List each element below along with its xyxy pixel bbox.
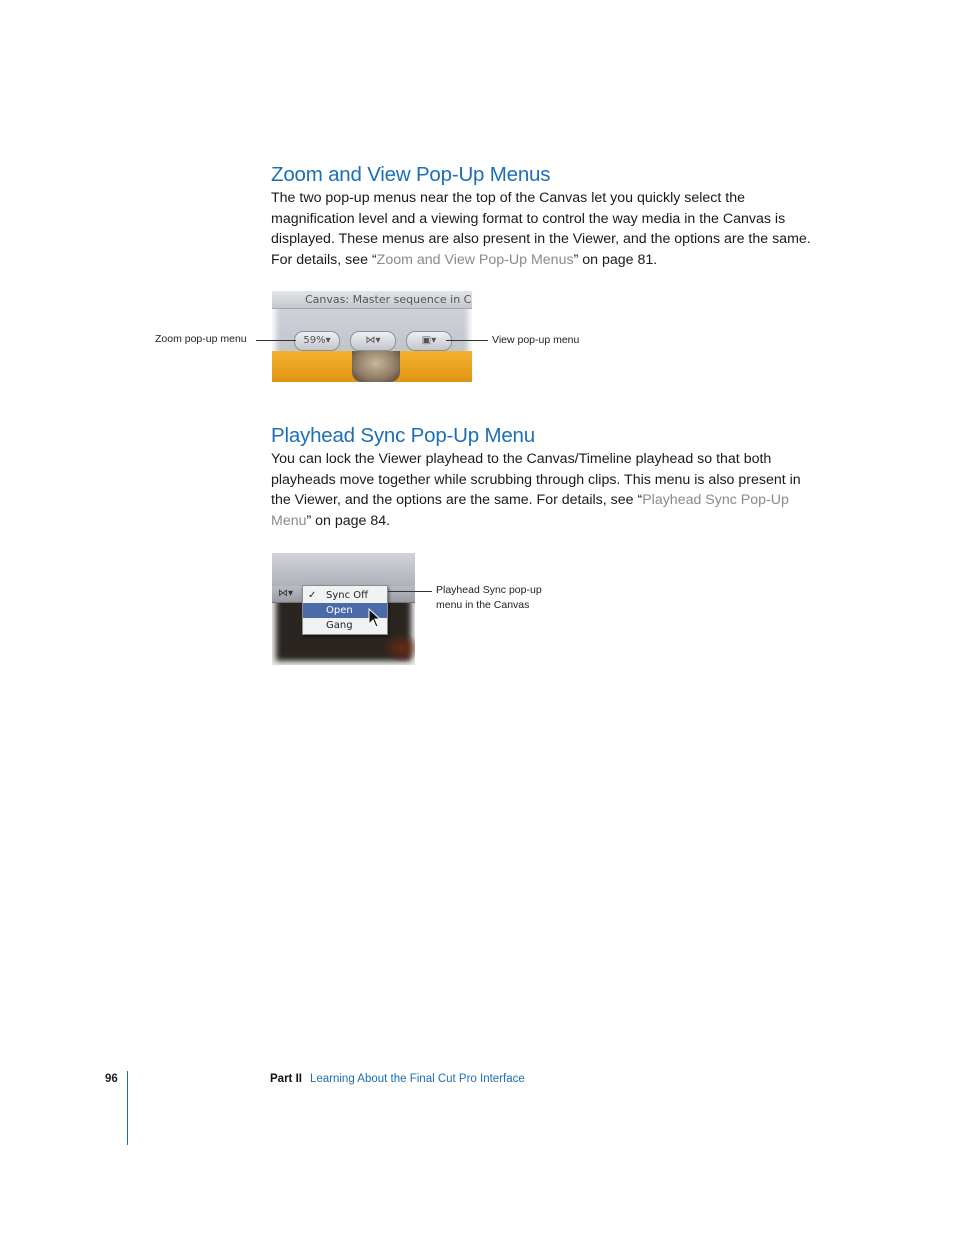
menu-item-label: Gang: [326, 620, 353, 631]
callout-playhead-sync: [436, 583, 542, 613]
playhead-sync-menu-screenshot: [272, 553, 415, 665]
canvas-top-area: [272, 553, 415, 586]
canvas-zoom-view-screenshot: [272, 291, 472, 382]
footer-divider: [127, 1071, 128, 1145]
menu-item-sync-off[interactable]: [303, 588, 387, 603]
menu-item-label: Sync Off: [326, 590, 369, 601]
xref-link-playhead-sync[interactable]: Playhead Sync Pop-Up Menu: [271, 492, 789, 529]
part-title: Learning About the Final Cut Pro Interface: [309, 1073, 525, 1085]
sync-playhead-icon[interactable]: ⋈▾: [278, 588, 294, 599]
callout-view-popup: View pop-up menu: [492, 334, 580, 346]
triangle-down-icon: ▾: [431, 335, 437, 346]
playhead-sync-popup-menu[interactable]: [350, 331, 396, 351]
callout-line: Playhead Sync pop-up: [436, 584, 542, 596]
section-heading-playhead-sync: Playhead Sync Pop-Up Menu: [271, 424, 535, 447]
body-text: ” on page 81.: [573, 251, 658, 268]
callout-leader-line: [446, 340, 488, 341]
checkmark-icon: ✓: [308, 590, 317, 601]
callout-leader-line: [388, 591, 432, 592]
body-text: You can lock the Viewer playhead to the Canvas/Timeline playhead so that both playheads move together while scrubbing through clips. This menu is also present in the Viewer, and the options are the same. For details, see “: [271, 451, 801, 508]
xref-link-zoom-view[interactable]: Zoom and View Pop-Up Menus: [376, 251, 574, 268]
callout-leader-line: [256, 340, 296, 341]
part-label: Part II: [270, 1073, 302, 1085]
footer-part: [270, 1073, 525, 1085]
mouse-pointer-icon: [368, 608, 382, 628]
page-number: 96: [105, 1073, 118, 1085]
menu-item-label: Open: [326, 605, 353, 616]
sync-playhead-icon: ⋈: [365, 335, 376, 346]
zoom-value: 59%: [303, 335, 326, 346]
canvas-window-title: Canvas: Master sequence in C: [272, 291, 472, 309]
triangle-down-icon: ▾: [375, 335, 381, 346]
zoom-popup-menu[interactable]: [294, 331, 340, 351]
frame-icon: ▣: [421, 335, 432, 346]
body-text: ” on page 84.: [306, 512, 391, 529]
triangle-down-icon: ▾: [325, 335, 331, 346]
body-text: The two pop-up menus near the top of the Canvas let you quickly select the magnification level and a viewing format to control the way media in the Canvas is displayed. These menus are also present in the Viewer, and the options are the same. For details, see “: [271, 190, 811, 268]
callout-zoom-popup: Zoom pop-up menu: [155, 333, 247, 345]
video-frame: [382, 633, 415, 663]
view-popup-menu[interactable]: [406, 331, 452, 351]
section-heading-zoom-view: Zoom and View Pop-Up Menus: [271, 163, 551, 186]
video-subject: [352, 351, 400, 382]
callout-line: menu in the Canvas: [436, 599, 530, 611]
section-body-playhead-sync: [271, 449, 811, 531]
section-body-zoom-view: [271, 188, 811, 270]
